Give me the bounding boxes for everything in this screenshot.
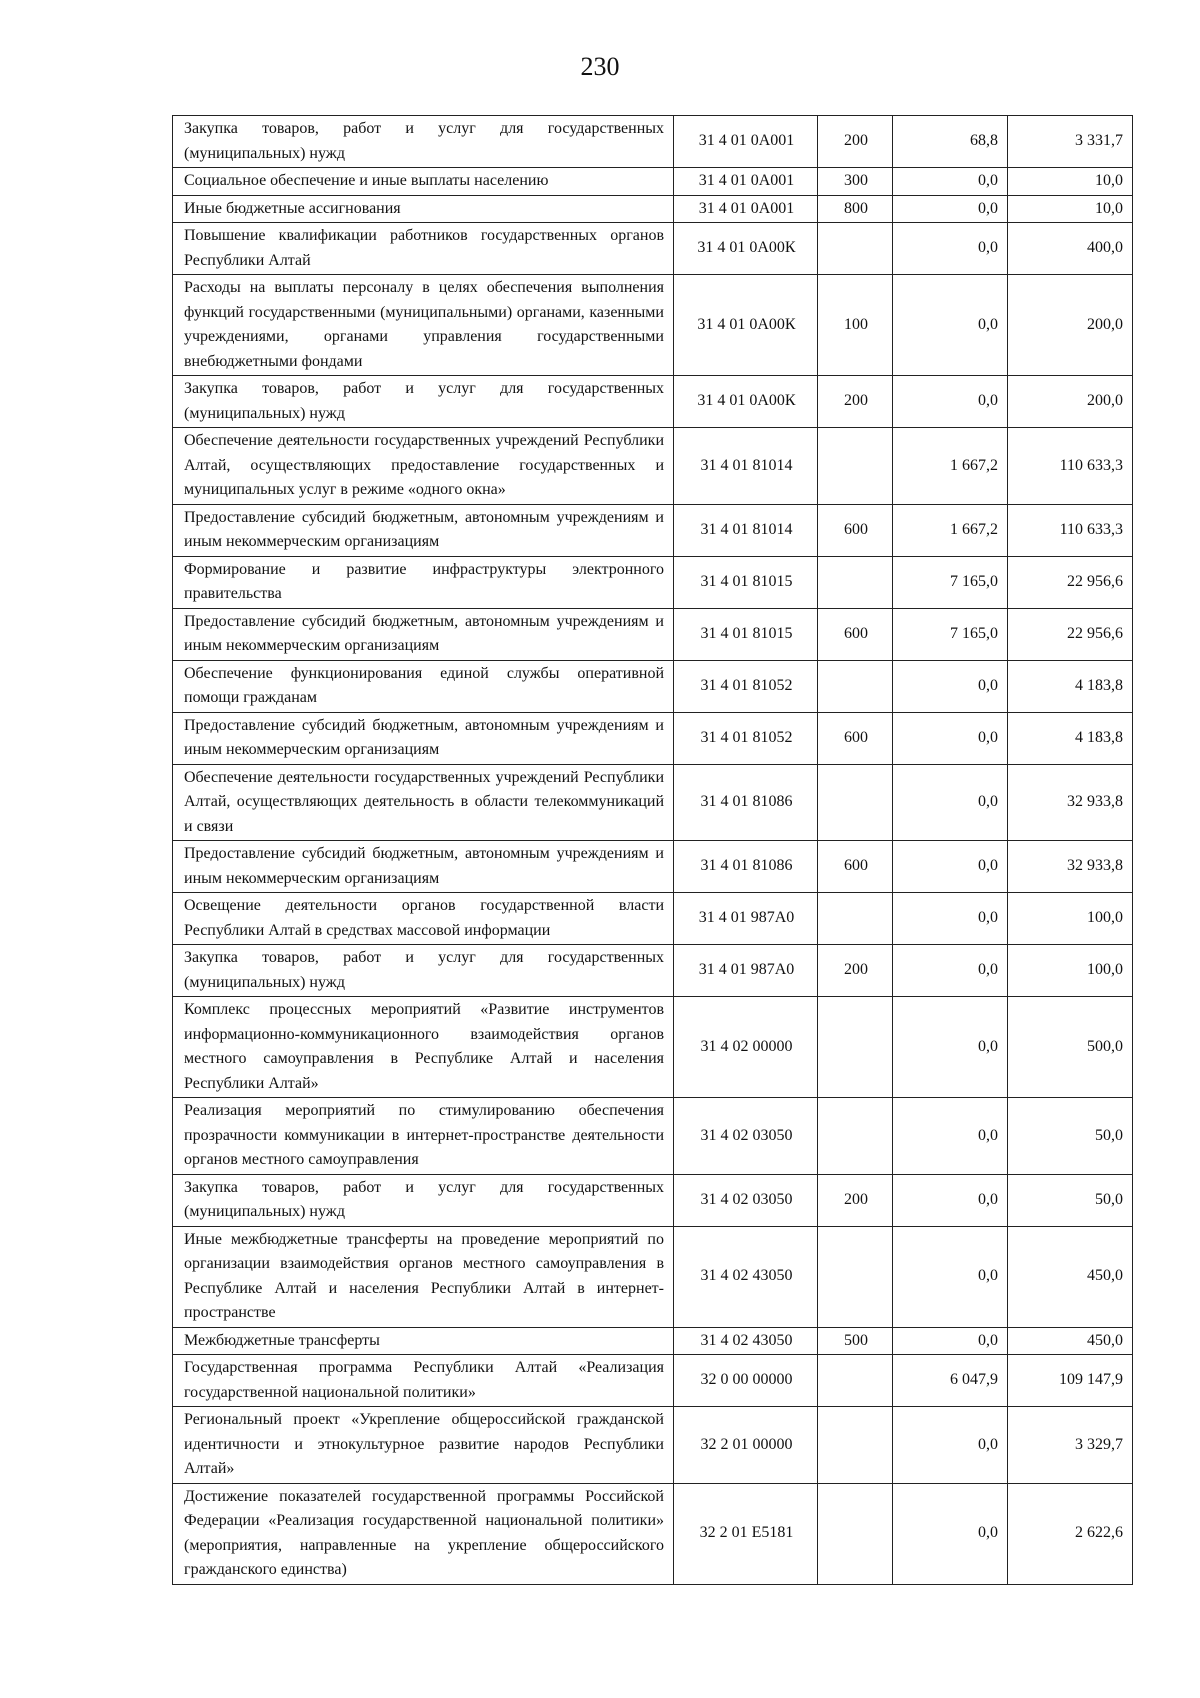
row-value-2: 32 933,8 xyxy=(1008,841,1133,893)
row-name: Реализация мероприятий по стимулированию обеспечения прозрачности коммуникации в интернет-пространстве деятельности органов местного самоуправления xyxy=(173,1098,674,1175)
row-code: 31 4 01 81014 xyxy=(674,504,818,556)
row-expense-type: 300 xyxy=(818,168,893,196)
row-name: Закупка товаров, работ и услуг для государственных (муниципальных) нужд xyxy=(173,376,674,428)
row-name: Комплекс процессных мероприятий «Развитие инструментов информационно-коммуникационного взаимодействия органов местного самоуправления в Республике Алтай и населения Республики Алтай» xyxy=(173,997,674,1098)
row-value-2: 10,0 xyxy=(1008,168,1133,196)
row-expense-type: 200 xyxy=(818,116,893,168)
row-name: Иные межбюджетные трансферты на проведение мероприятий по организации взаимодействия органов местного самоуправления в Республике Алтай и населения Республики Алтай в интернет-пространстве xyxy=(173,1226,674,1327)
row-code: 32 2 01 Е5181 xyxy=(674,1483,818,1584)
row-name: Достижение показателей государственной программы Российской Федерации «Реализация государственной национальной политики» (мероприятия, направленные на укрепление общероссийского гражданского единства) xyxy=(173,1483,674,1584)
row-expense-type: 600 xyxy=(818,841,893,893)
row-name: Обеспечение функционирования единой службы оперативной помощи гражданам xyxy=(173,660,674,712)
table-row xyxy=(173,841,1133,893)
row-code: 31 4 01 81015 xyxy=(674,556,818,608)
row-expense-type xyxy=(818,764,893,841)
row-name: Закупка товаров, работ и услуг для государственных (муниципальных) нужд xyxy=(173,116,674,168)
row-code: 31 4 01 81014 xyxy=(674,428,818,505)
row-expense-type xyxy=(818,1098,893,1175)
row-code: 31 4 02 03050 xyxy=(674,1174,818,1226)
row-value-1: 0,0 xyxy=(893,660,1008,712)
row-expense-type xyxy=(818,997,893,1098)
row-name: Предоставление субсидий бюджетным, автономным учреждениям и иным некоммерческим организациям xyxy=(173,841,674,893)
row-code: 32 0 00 00000 xyxy=(674,1355,818,1407)
row-value-2: 500,0 xyxy=(1008,997,1133,1098)
table-row xyxy=(173,1355,1133,1407)
row-value-2: 22 956,6 xyxy=(1008,608,1133,660)
row-name: Закупка товаров, работ и услуг для государственных (муниципальных) нужд xyxy=(173,1174,674,1226)
table-row xyxy=(173,504,1133,556)
table-row xyxy=(173,660,1133,712)
table-row xyxy=(173,893,1133,945)
table-row xyxy=(173,195,1133,223)
row-name: Обеспечение деятельности государственных учреждений Республики Алтай, осуществляющих деятельность в области телекоммуникаций и связи xyxy=(173,764,674,841)
row-expense-type: 200 xyxy=(818,945,893,997)
row-name: Иные бюджетные ассигнования xyxy=(173,195,674,223)
row-code: 31 4 01 0А001 xyxy=(674,195,818,223)
row-value-2: 50,0 xyxy=(1008,1098,1133,1175)
table-row xyxy=(173,712,1133,764)
table-row xyxy=(173,764,1133,841)
row-value-1: 1 667,2 xyxy=(893,504,1008,556)
row-value-2: 3 329,7 xyxy=(1008,1407,1133,1484)
row-expense-type: 200 xyxy=(818,376,893,428)
row-expense-type xyxy=(818,893,893,945)
row-expense-type: 200 xyxy=(818,1174,893,1226)
row-name: Государственная программа Республики Алтай «Реализация государственной национальной политики» xyxy=(173,1355,674,1407)
row-expense-type: 500 xyxy=(818,1327,893,1355)
row-code: 31 4 01 81086 xyxy=(674,841,818,893)
table-row xyxy=(173,997,1133,1098)
row-value-1: 0,0 xyxy=(893,1098,1008,1175)
row-expense-type: 600 xyxy=(818,608,893,660)
table-row xyxy=(173,945,1133,997)
table-row xyxy=(173,1407,1133,1484)
row-value-1: 0,0 xyxy=(893,1483,1008,1584)
row-value-1: 0,0 xyxy=(893,1226,1008,1327)
table-row xyxy=(173,116,1133,168)
row-value-1: 0,0 xyxy=(893,1174,1008,1226)
row-value-1: 7 165,0 xyxy=(893,556,1008,608)
row-value-2: 109 147,9 xyxy=(1008,1355,1133,1407)
row-value-1: 0,0 xyxy=(893,841,1008,893)
row-code: 31 4 01 81015 xyxy=(674,608,818,660)
budget-table xyxy=(172,115,1133,1585)
row-code: 31 4 01 987А0 xyxy=(674,945,818,997)
row-expense-type: 600 xyxy=(818,504,893,556)
row-code: 31 4 01 0А00К xyxy=(674,275,818,376)
row-code: 31 4 01 81052 xyxy=(674,660,818,712)
row-name: Социальное обеспечение и иные выплаты населению xyxy=(173,168,674,196)
row-code: 31 4 02 43050 xyxy=(674,1327,818,1355)
row-code: 31 4 01 81086 xyxy=(674,764,818,841)
row-value-2: 32 933,8 xyxy=(1008,764,1133,841)
table-row xyxy=(173,1483,1133,1584)
row-value-1: 0,0 xyxy=(893,997,1008,1098)
table-row xyxy=(173,275,1133,376)
row-name: Предоставление субсидий бюджетным, автономным учреждениям и иным некоммерческим организациям xyxy=(173,712,674,764)
row-name: Расходы на выплаты персоналу в целях обеспечения выполнения функций государственными (муниципальными) органами, казенными учреждениями, органами управления государственными внебюджетными фондами xyxy=(173,275,674,376)
row-expense-type: 100 xyxy=(818,275,893,376)
row-value-2: 450,0 xyxy=(1008,1226,1133,1327)
table-row xyxy=(173,1226,1133,1327)
row-name: Региональный проект «Укрепление общероссийской гражданской идентичности и этнокультурное развитие народов Республики Алтай» xyxy=(173,1407,674,1484)
row-value-2: 3 331,7 xyxy=(1008,116,1133,168)
table-row xyxy=(173,223,1133,275)
row-name: Обеспечение деятельности государственных учреждений Республики Алтай, осуществляющих предоставление государственных и муниципальных услуг в режиме «одного окна» xyxy=(173,428,674,505)
row-value-2: 50,0 xyxy=(1008,1174,1133,1226)
row-expense-type: 600 xyxy=(818,712,893,764)
row-value-1: 0,0 xyxy=(893,195,1008,223)
row-name: Повышение квалификации работников государственных органов Республики Алтай xyxy=(173,223,674,275)
table-row xyxy=(173,1098,1133,1175)
row-name: Освещение деятельности органов государственной власти Республики Алтай в средствах массовой информации xyxy=(173,893,674,945)
row-expense-type: 800 xyxy=(818,195,893,223)
row-value-2: 450,0 xyxy=(1008,1327,1133,1355)
page-number: 230 xyxy=(580,52,620,81)
row-code: 31 4 02 03050 xyxy=(674,1098,818,1175)
row-name: Предоставление субсидий бюджетным, автономным учреждениям и иным некоммерческим организациям xyxy=(173,504,674,556)
row-value-1: 0,0 xyxy=(893,945,1008,997)
row-name: Закупка товаров, работ и услуг для государственных (муниципальных) нужд xyxy=(173,945,674,997)
row-value-1: 0,0 xyxy=(893,893,1008,945)
row-value-2: 10,0 xyxy=(1008,195,1133,223)
table-row xyxy=(173,1327,1133,1355)
row-expense-type xyxy=(818,1355,893,1407)
row-value-2: 110 633,3 xyxy=(1008,428,1133,505)
row-value-2: 4 183,8 xyxy=(1008,660,1133,712)
row-value-1: 0,0 xyxy=(893,275,1008,376)
table-row xyxy=(173,608,1133,660)
row-value-2: 22 956,6 xyxy=(1008,556,1133,608)
row-value-1: 68,8 xyxy=(893,116,1008,168)
row-value-2: 400,0 xyxy=(1008,223,1133,275)
row-value-1: 1 667,2 xyxy=(893,428,1008,505)
table-row xyxy=(173,428,1133,505)
row-code: 31 4 01 987А0 xyxy=(674,893,818,945)
row-expense-type xyxy=(818,223,893,275)
row-code: 32 2 01 00000 xyxy=(674,1407,818,1484)
table-row xyxy=(173,556,1133,608)
table-row xyxy=(173,1174,1133,1226)
row-name: Формирование и развитие инфраструктуры электронного правительства xyxy=(173,556,674,608)
row-expense-type xyxy=(818,556,893,608)
row-value-2: 110 633,3 xyxy=(1008,504,1133,556)
row-code: 31 4 02 43050 xyxy=(674,1226,818,1327)
table-row xyxy=(173,168,1133,196)
row-code: 31 4 01 0А00К xyxy=(674,223,818,275)
table-row xyxy=(173,376,1133,428)
row-value-2: 100,0 xyxy=(1008,893,1133,945)
row-value-2: 4 183,8 xyxy=(1008,712,1133,764)
row-expense-type xyxy=(818,1226,893,1327)
row-value-1: 0,0 xyxy=(893,376,1008,428)
row-expense-type xyxy=(818,428,893,505)
row-name: Межбюджетные трансферты xyxy=(173,1327,674,1355)
row-expense-type xyxy=(818,1407,893,1484)
row-code: 31 4 01 81052 xyxy=(674,712,818,764)
row-value-1: 0,0 xyxy=(893,223,1008,275)
row-value-1: 0,0 xyxy=(893,1327,1008,1355)
row-value-1: 7 165,0 xyxy=(893,608,1008,660)
row-value-1: 0,0 xyxy=(893,1407,1008,1484)
row-value-2: 200,0 xyxy=(1008,376,1133,428)
row-code: 31 4 01 0А001 xyxy=(674,116,818,168)
row-value-2: 2 622,6 xyxy=(1008,1483,1133,1584)
row-code: 31 4 02 00000 xyxy=(674,997,818,1098)
row-expense-type xyxy=(818,660,893,712)
row-value-1: 6 047,9 xyxy=(893,1355,1008,1407)
row-code: 31 4 01 0А00К xyxy=(674,376,818,428)
row-code: 31 4 01 0А001 xyxy=(674,168,818,196)
row-name: Предоставление субсидий бюджетным, автономным учреждениям и иным некоммерческим организациям xyxy=(173,608,674,660)
row-value-1: 0,0 xyxy=(893,168,1008,196)
row-value-1: 0,0 xyxy=(893,764,1008,841)
row-value-1: 0,0 xyxy=(893,712,1008,764)
row-value-2: 100,0 xyxy=(1008,945,1133,997)
row-expense-type xyxy=(818,1483,893,1584)
row-value-2: 200,0 xyxy=(1008,275,1133,376)
